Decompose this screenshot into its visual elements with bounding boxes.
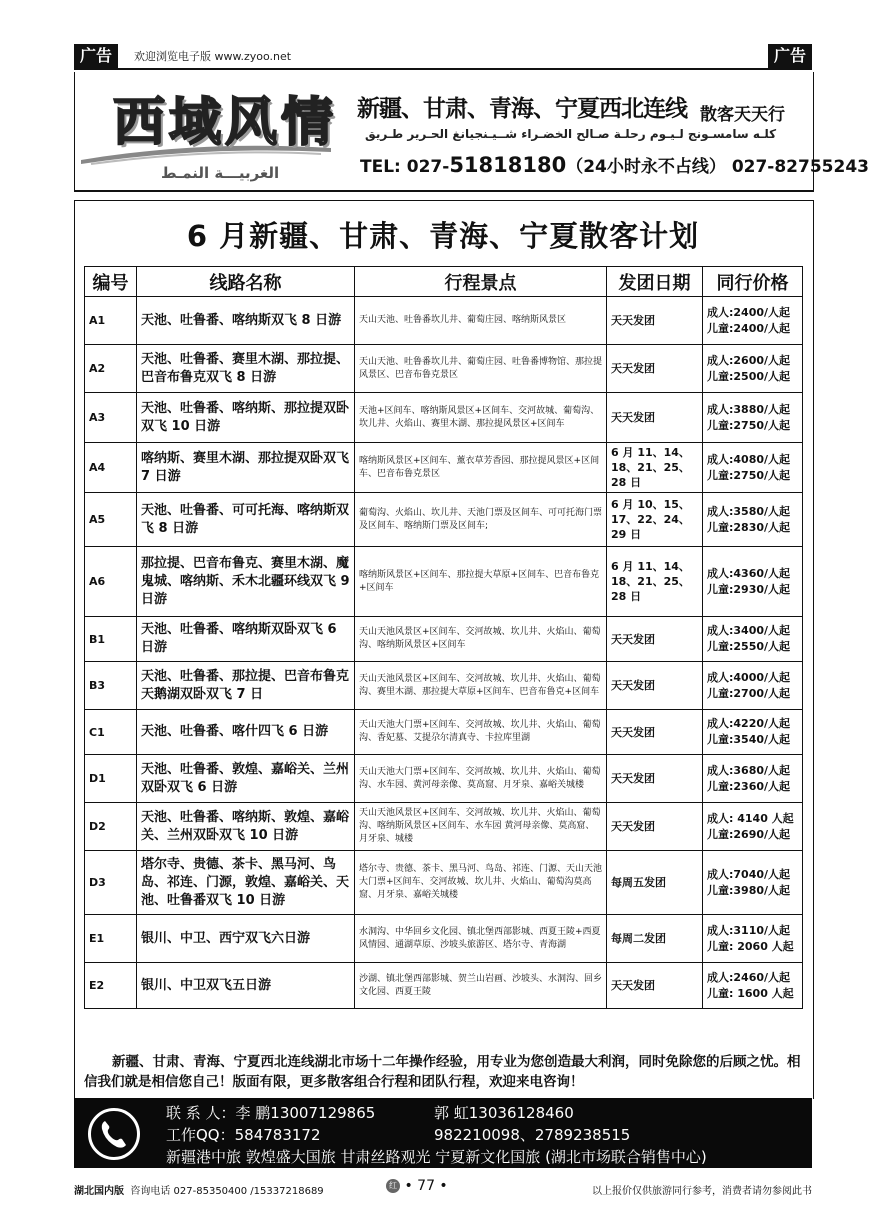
price-adult: 成人:2400/人起	[707, 305, 791, 319]
page-number-text: • 77 •	[404, 1178, 448, 1194]
price-adult: 成人:2460/人起	[707, 970, 791, 984]
row-spots: 天山天池风景区+区间车、交河故城、坎儿井、火焰山、葡萄沟、喀纳斯风景区+区间车	[355, 617, 607, 662]
price-child: 儿童: 2060 人起	[707, 939, 794, 953]
col-header-price: 同行价格	[703, 267, 803, 297]
row-code: E2	[85, 963, 137, 1009]
row-route: 那拉提、巴音布鲁克、赛里木湖、魔鬼城、喀纳斯、禾木北疆环线双飞 9 日游	[137, 547, 355, 617]
col-header-route: 线路名称	[137, 267, 355, 297]
row-date: 天天发团	[607, 755, 703, 803]
banner-phone	[360, 152, 869, 177]
row-date: 天天发团	[607, 963, 703, 1009]
table-row	[85, 617, 803, 662]
row-route: 天池、吐鲁番、可可托海、喀纳斯双飞 8 日游	[137, 493, 355, 547]
logo-title: 西域风情	[113, 92, 338, 153]
price-child: 儿童:2750/人起	[707, 418, 791, 432]
promo-text: 新疆、甘肃、青海、宁夏西北连线湖北市场十二年操作经验，用专业为您创造最大利润，同时免除您的后顾之忧。相信我们就是相信您自己！版面有限，更多散客组合行程和团队行程，欢迎来电咨询！	[84, 1054, 801, 1090]
price-child: 儿童:2750/人起	[707, 468, 791, 482]
price-child: 儿童:3540/人起	[707, 733, 791, 746]
row-price	[703, 755, 803, 803]
row-date: 6 月 10、15、17、22、24、29 日	[607, 493, 703, 547]
price-adult: 成人:4220/人起	[707, 717, 791, 730]
contact-qq-1: 工作QQ：584783172	[166, 1126, 321, 1144]
row-spots: 塔尔寺、贵德、茶卡、黑马河、鸟岛、祁连、门源、天山天池大门票+区间车、交河故城、坎儿井、火焰山、葡萄沟莫高窟、月牙泉、嘉峪关城楼	[355, 851, 607, 915]
phone-icon	[88, 1108, 140, 1160]
col-header-spots: 行程景点	[355, 267, 607, 297]
banner-subtitle: 散客天天行	[700, 105, 785, 125]
price-adult: 成人:3880/人起	[707, 402, 791, 416]
contact-person-2: 郭 虹13036128460	[434, 1104, 574, 1122]
row-price	[703, 393, 803, 443]
footer-phone: 咨询电话 027-85350400 /15337218689	[130, 1186, 324, 1197]
row-date: 天天发团	[607, 662, 703, 710]
ad-banner	[74, 72, 869, 192]
row-price	[703, 547, 803, 617]
row-route: 天池、吐鲁番、喀纳斯双飞 8 日游	[137, 297, 355, 345]
price-adult: 成人:3400/人起	[707, 624, 791, 637]
row-spots: 喀纳斯风景区+区间车、那拉提大草原+区间车、巴音布鲁克+区间车	[355, 547, 607, 617]
row-route: 塔尔寺、贵德、茶卡、黑马河、鸟岛、祁连、门源，敦煌、嘉峪关、天池、吐鲁番双飞 10 日游	[137, 851, 355, 915]
table-row	[85, 662, 803, 710]
row-route: 天池、吐鲁番、喀什四飞 6 日游	[137, 710, 355, 755]
disclaimer: 以上报价仅供旅游同行参考，消费者请勿参阅此书	[592, 1186, 812, 1197]
price-child: 儿童:3980/人起	[707, 883, 791, 897]
price-adult: 成人:4080/人起	[707, 452, 791, 466]
row-spots: 沙湖、镇北堡西部影城、贺兰山岩画、沙坡头、水洞沟、回乡文化园、西夏王陵	[355, 963, 607, 1009]
page-badge-icon: 红	[386, 1179, 400, 1193]
tel-note: （24小时永不占线）	[566, 157, 726, 177]
row-route: 天池、吐鲁番、赛里木湖、那拉提、巴音布鲁克双飞 8 日游	[137, 345, 355, 393]
price-child: 儿童:2400/人起	[707, 321, 791, 335]
row-code: A2	[85, 345, 137, 393]
banner-title: 新疆、甘肃、青海、宁夏西北连线	[357, 96, 687, 122]
price-child: 儿童:2930/人起	[707, 582, 791, 596]
table-row	[85, 345, 803, 393]
page-number	[386, 1178, 448, 1194]
row-spots: 天山天池大门票+区间车、交河故城、坎儿井、火焰山、葡萄沟、水车园、黄河母亲像、莫高窟、月牙泉、嘉峪关城楼	[355, 755, 607, 803]
price-child: 儿童:2690/人起	[707, 827, 791, 841]
row-date: 天天发团	[607, 617, 703, 662]
divider	[74, 68, 812, 70]
table-row	[85, 547, 803, 617]
table-row	[85, 851, 803, 915]
row-price	[703, 662, 803, 710]
row-code: A4	[85, 443, 137, 493]
row-code: D3	[85, 851, 137, 915]
table-row	[85, 493, 803, 547]
row-spots: 天山天池风景区+区间车、交河故城、坎儿井、火焰山、葡萄沟、喀纳斯风景区+区间车、水车园 黄河母亲像、莫高窟、月牙泉、城楼	[355, 803, 607, 851]
contact-qq-2: 982210098、2789238515	[434, 1126, 631, 1144]
row-route: 天池、吐鲁番、喀纳斯、那拉提双卧双飞 10 日游	[137, 393, 355, 443]
price-adult: 成人:4000/人起	[707, 670, 791, 684]
table-header-row	[85, 267, 803, 297]
row-date: 天天发团	[607, 710, 703, 755]
plan-title: 6 月新疆、甘肃、青海、宁夏散客计划	[186, 219, 700, 253]
price-child: 儿童:2700/人起	[707, 686, 791, 700]
price-adult: 成人:3580/人起	[707, 504, 791, 518]
col-header-date: 发团日期	[607, 267, 703, 297]
row-price	[703, 443, 803, 493]
row-spots: 天山天池、吐鲁番坎儿井、葡萄庄园、喀纳斯风景区	[355, 297, 607, 345]
price-child: 儿童:2360/人起	[707, 779, 791, 793]
row-route: 喀纳斯、赛里木湖、那拉提双卧双飞 7 日游	[137, 443, 355, 493]
row-price	[703, 963, 803, 1009]
table-row	[85, 963, 803, 1009]
price-adult: 成人: 4140 人起	[707, 811, 794, 825]
tel-second: 027-82755243	[731, 157, 869, 177]
row-spots: 喀纳斯风景区+区间车、薰衣草芳香园、那拉提风景区+区间车、巴音布鲁克景区	[355, 443, 607, 493]
row-date: 6 月 11、14、18、21、25、28 日	[607, 547, 703, 617]
row-spots: 天山天池风景区+区间车、交河故城、坎儿井、火焰山、葡萄沟、赛里木湖、那拉提大草原+区间车、巴音布鲁克+区间车	[355, 662, 607, 710]
table-row	[85, 297, 803, 345]
row-code: A3	[85, 393, 137, 443]
row-date: 每周五发团	[607, 851, 703, 915]
row-date: 天天发团	[607, 345, 703, 393]
row-code: B3	[85, 662, 137, 710]
footer-left	[74, 1182, 324, 1197]
row-spots: 葡萄沟、火焰山、坎儿井、天池门票及区间车、可可托海门票及区间车、喀纳斯门票及区间车;	[355, 493, 607, 547]
row-code: D2	[85, 803, 137, 851]
table-row	[85, 755, 803, 803]
row-price	[703, 493, 803, 547]
price-adult: 成人:3110/人起	[707, 923, 791, 937]
row-route: 银川、中卫双飞五日游	[137, 963, 355, 1009]
plan-table	[84, 266, 803, 1009]
row-spots: 天山天池大门票+区间车、交河故城、坎儿井、火焰山、葡萄沟、香妃墓、艾提尕尔清真寺、卡拉库里湖	[355, 710, 607, 755]
edition-label: 湖北国内版	[74, 1186, 124, 1197]
row-code: A6	[85, 547, 137, 617]
agency-list: 新疆港中旅 敦煌盛大国旅 甘肃丝路观光 宁夏新文化国旅 (湖北市场联合销售中心)	[166, 1148, 707, 1166]
price-adult: 成人:3680/人起	[707, 763, 791, 777]
top-strip	[74, 44, 812, 70]
table-row	[85, 803, 803, 851]
logo-arabic-text: الغربيـــة النمـط	[161, 164, 280, 182]
table-body	[85, 297, 803, 1009]
page-footer	[74, 1176, 812, 1202]
row-route: 天池、吐鲁番、喀纳斯双卧双飞 6 日游	[137, 617, 355, 662]
ad-tag-right: 广告	[768, 44, 812, 68]
row-code: C1	[85, 710, 137, 755]
tel-main: 51818180	[449, 153, 567, 177]
price-child: 儿童: 1600 人起	[707, 986, 794, 1000]
price-child: 儿童:2830/人起	[707, 520, 791, 534]
row-route: 天池、吐鲁番、喀纳斯、敦煌、嘉峪关、兰州双卧双飞 10 日游	[137, 803, 355, 851]
row-date: 天天发团	[607, 803, 703, 851]
tel-label: TEL: 027-	[360, 157, 450, 177]
row-price	[703, 617, 803, 662]
table-row	[85, 393, 803, 443]
row-price	[703, 803, 803, 851]
banner-arabic-line: كلـه سامسـونج لـيـوم رحلـة صـالح الخضـراء شــيـنجيانغ الحـرير طـريق	[365, 127, 777, 141]
row-route: 天池、吐鲁番、敦煌、嘉峪关、兰州双卧双飞 6 日游	[137, 755, 355, 803]
site-url[interactable]: 欢迎浏览电子版 www.zyoo.net	[134, 50, 292, 63]
row-route: 天池、吐鲁番、那拉提、巴音布鲁克天鹅湖双卧双飞 7 日	[137, 662, 355, 710]
row-date: 天天发团	[607, 393, 703, 443]
price-child: 儿童:2500/人起	[707, 369, 791, 383]
row-spots: 水洞沟、中华回乡文化园、镇北堡西部影城、西夏王陵+西夏风情园、通湖草原、沙坡头旅游区、塔尔寺、青海湖	[355, 915, 607, 963]
row-code: D1	[85, 755, 137, 803]
price-adult: 成人:2600/人起	[707, 353, 791, 367]
price-child: 儿童:2550/人起	[707, 640, 791, 653]
row-price	[703, 915, 803, 963]
row-price	[703, 345, 803, 393]
table-row	[85, 915, 803, 963]
contact-person-1: 联 系 人：李 鹏13007129865	[166, 1104, 376, 1122]
row-price	[703, 710, 803, 755]
row-code: A5	[85, 493, 137, 547]
row-route: 银川、中卫、西宁双飞六日游	[137, 915, 355, 963]
row-date: 天天发团	[607, 297, 703, 345]
row-code: A1	[85, 297, 137, 345]
row-code: B1	[85, 617, 137, 662]
row-spots: 天山天池、吐鲁番坎儿井、葡萄庄园、吐鲁番博物馆、那拉提风景区、巴音布鲁克景区	[355, 345, 607, 393]
ad-tag-left: 广告	[74, 44, 118, 68]
table-row	[85, 443, 803, 493]
price-adult: 成人:4360/人起	[707, 566, 791, 580]
row-spots: 天池+区间车、喀纳斯风景区+区间车、交河故城、葡萄沟、坎儿井、火焰山、赛里木湖、那拉提风景区+区间车	[355, 393, 607, 443]
row-code: E1	[85, 915, 137, 963]
row-price	[703, 851, 803, 915]
logo	[81, 78, 341, 188]
row-date: 6 月 11、14、18、21、25、28 日	[607, 443, 703, 493]
col-header-code: 编号	[85, 267, 137, 297]
table-row	[85, 710, 803, 755]
contact-box	[74, 1098, 812, 1168]
row-price	[703, 297, 803, 345]
price-adult: 成人:7040/人起	[707, 867, 791, 881]
row-date: 每周二发团	[607, 915, 703, 963]
